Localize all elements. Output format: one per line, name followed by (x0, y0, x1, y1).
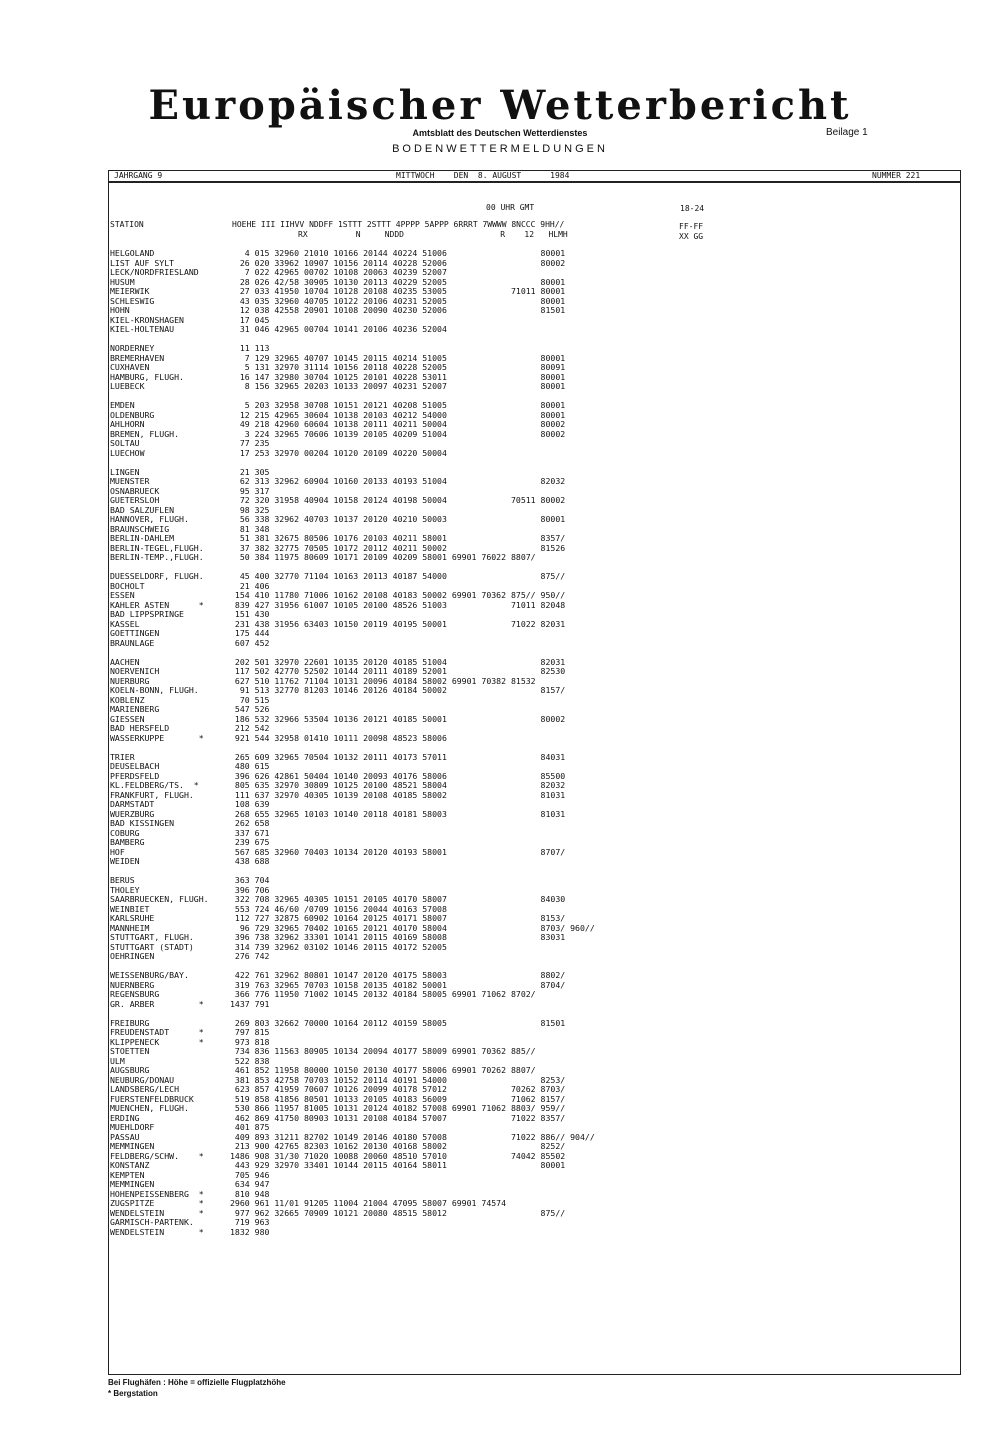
station-name: WUERZBURG (110, 808, 155, 819)
table-row: 112 727 32875 60902 10164 20125 40171 58007 8153/ (230, 913, 566, 923)
table-row: 8 156 32965 20203 10133 20097 40231 52007 80001 (230, 381, 566, 391)
station-name: MUENSTER (110, 476, 150, 486)
table-row: 322 708 32965 40305 10151 20105 40170 58007 84030 (230, 894, 566, 904)
station-name: WENDELSTEIN * (110, 1226, 204, 1237)
station-name: PASSAU (110, 1131, 140, 1142)
table-row: 45 400 32770 71104 10163 20113 40187 54000 875// (230, 571, 566, 581)
station-name: MUENCHEN, FLUGH. (110, 1103, 189, 1113)
station-name: FUERSTENFELDBRUCK (110, 1093, 194, 1104)
station-name: GIESSEN (110, 713, 145, 724)
section-title: BODENWETTERMELDUNGEN (392, 143, 608, 155)
station-name: PFERDSFELD (110, 770, 160, 781)
station-name: BRAUNLAGE (110, 637, 155, 648)
station-name: WEIDEN (110, 856, 140, 866)
table-row (230, 458, 595, 468)
table-row: 111 637 32970 40305 10139 20108 40185 58002 81031 (230, 789, 566, 800)
station-name: HOHN (110, 305, 130, 315)
issue-label: NUMMER 221 (872, 171, 921, 180)
table-row: 401 875 (230, 1122, 270, 1132)
xx-column-header: XX GG (679, 232, 704, 241)
station-name: NORDERNEY (110, 343, 155, 353)
table-row: 5 203 32958 30708 10151 20121 40208 51005 80001 (230, 400, 566, 410)
table-row: 70 515 (230, 694, 270, 705)
table-row: 43 035 32960 40705 10122 20106 40231 52005 80001 (230, 295, 566, 306)
table-row: 461 852 11958 80000 10150 20130 40177 58006 69901 70262 8807/ (230, 1065, 536, 1075)
table-row: 186 532 32966 53504 10136 20121 40185 50001 80002 (230, 713, 566, 724)
table-row: 5 131 32970 31114 10156 20118 40228 52005 80091 (230, 362, 566, 372)
table-row: 522 838 (230, 1055, 270, 1066)
table-row: 977 962 32665 70909 10121 20080 48515 58012 875// (230, 1207, 566, 1218)
table-row: 50 384 11975 80609 10171 20109 40209 58001 69901 76022 8807/ (230, 552, 536, 562)
station-name: LIST AUF SYLT (110, 257, 175, 268)
station-name: HOHENPEISSENBERG * (110, 1188, 204, 1199)
station-name: AHLHORN (110, 419, 145, 429)
table-row: 705 946 (230, 1169, 270, 1180)
time-label: 00 UHR GMT (486, 203, 535, 212)
station-name: NEUBURG/DONAU (110, 1074, 175, 1085)
station-name: ZUGSPITZE * (110, 1198, 204, 1208)
station-name: TRIER (110, 751, 135, 762)
station-name: SOLTAU (110, 438, 140, 448)
station-name: KAHLER ASTEN * (110, 599, 204, 610)
table-row: 337 671 (230, 827, 270, 838)
table-row: 31 046 42965 00704 10141 20106 40236 52004 (230, 324, 447, 334)
table-row: 530 866 11957 81005 10131 20124 40182 57008 69901 71062 8803/ 959// (230, 1103, 566, 1113)
table-row: 567 685 32960 70403 10134 20120 40193 58001 8707/ (230, 846, 566, 857)
table-row: 56 338 32962 40703 10137 20120 40210 50003 80001 (230, 514, 566, 524)
station-name: BOCHOLT (110, 580, 145, 591)
table-row: 3 224 32965 70606 10139 20105 40209 51004 80002 (230, 428, 566, 439)
station-name: WEINBIET (110, 903, 150, 914)
table-row: 91 513 32770 81203 10146 20126 40184 50002 8157/ (230, 685, 566, 695)
station-name: BREMEN, FLUGH. (110, 428, 180, 439)
table-row: 719 963 (230, 1217, 270, 1227)
station-name: KARLSRUHE (110, 913, 155, 923)
table-row: 627 510 11762 71104 10131 20096 40184 58002 69901 70382 81532 (230, 675, 536, 686)
station-name: MANNHEIM (110, 922, 150, 933)
table-row: 37 382 32775 70505 10172 20112 40211 50002 81526 (230, 542, 566, 553)
station-name: BERLIN-TEMP.,FLUGH. (110, 552, 204, 562)
station-name: KASSEL (110, 618, 140, 629)
table-row: 212 542 (230, 723, 270, 733)
table-row: 51 381 32675 80506 10176 20103 40211 58001 8357/ (230, 533, 566, 543)
table-row: 547 526 (230, 704, 270, 714)
table-row: 26 020 33962 10907 10156 20114 40228 52006 80002 (230, 257, 566, 268)
station-name: BERLIN-DAHLEM (110, 533, 175, 543)
station-name: WENDELSTEIN * (110, 1207, 204, 1218)
station-name: OEHRINGEN (110, 951, 155, 961)
table-row: 213 900 42765 82303 10162 20130 40168 58002 8252/ (230, 1141, 566, 1151)
station-name: LECK/NORDFRIESLAND (110, 267, 199, 277)
table-row: 462 869 41750 80903 10131 20108 40184 57007 71022 8357/ (230, 1112, 566, 1123)
station-column-header: STATION (110, 220, 144, 229)
station-name: HELGOLAND (110, 248, 155, 258)
station-name: STOETTEN (110, 1046, 150, 1056)
station-name: OLDENBURG (110, 409, 155, 420)
table-row: 21 406 (230, 580, 270, 591)
station-name: LUECHOW (110, 447, 145, 458)
table-row (230, 335, 595, 345)
station-name: NUERNBERG (110, 979, 155, 990)
station-name: GOETTINGEN (110, 628, 160, 638)
table-row: 409 893 31211 82702 10149 20146 40180 57008 71022 886// 904// (230, 1131, 595, 1142)
table-row: 319 763 32965 70703 10158 20135 40182 50001 8704/ (230, 979, 566, 990)
station-name: KONSTANZ (110, 1160, 150, 1170)
station-name: BERUS (110, 875, 135, 885)
period-label: 18-24 (680, 204, 705, 213)
table-row: 1486 908 31/30 71020 10088 20060 48510 57010 74042 85502 (230, 1150, 566, 1161)
station-name: BAD KISSINGEN (110, 818, 175, 828)
station-name: AUGSBURG (110, 1065, 150, 1075)
table-row: 634 947 (230, 1179, 270, 1189)
station-name: LUEBECK (110, 381, 145, 391)
footnote-mountain: * Bergstation (108, 1389, 158, 1398)
table-row: 98 325 (230, 504, 270, 515)
table-row: 607 452 (230, 637, 270, 648)
station-name: MEMMINGEN (110, 1179, 155, 1189)
station-name: KEMPTEN (110, 1169, 145, 1180)
table-row: 28 026 42/58 30905 10130 20113 40229 52005 80001 (230, 276, 566, 287)
station-name: ESSEN (110, 590, 135, 600)
station-name: KLIPPENECK * (110, 1036, 204, 1047)
table-row: 12 038 42558 20901 10108 20090 40230 52006 81501 (230, 305, 566, 315)
table-row: 231 438 31956 63403 10150 20119 40195 50001 71022 82031 (230, 618, 566, 629)
station-name: BREMERHAVEN (110, 352, 165, 363)
table-row: 314 739 32962 03102 10146 20115 40172 52005 (230, 941, 447, 952)
station-name: HUSUM (110, 276, 135, 287)
station-name: SCHLESWIG (110, 295, 155, 306)
station-name: WEISSENBURG/BAY. (110, 970, 189, 980)
station-name: HAMBURG, FLUGH. (110, 371, 184, 382)
station-name: DARMSTADT (110, 799, 155, 809)
table-row: 49 218 42960 60604 10138 20111 40211 50004 80002 (230, 419, 566, 429)
date-label: MITTWOCH DEN 8. AUGUST 1984 (396, 171, 570, 180)
table-row: 7 022 42965 00702 10108 20063 40239 52007 (230, 267, 447, 277)
station-name: KOELN-BONN, FLUGH. (110, 685, 199, 695)
table-row: 202 501 32970 22601 10135 20120 40185 51004 82031 (230, 656, 566, 667)
table-row: 175 444 (230, 628, 270, 638)
table-row: 443 929 32970 33401 10144 20115 40164 58011 80001 (230, 1160, 566, 1170)
station-name: FELDBERG/SCHW. * (110, 1150, 204, 1161)
table-row: 2960 961 11/01 91205 11004 21004 47095 58007 69901 74574 (230, 1198, 507, 1208)
station-name: OSNABRUECK (110, 485, 160, 496)
table-row: 480 615 (230, 761, 270, 771)
table-row: 239 675 (230, 837, 270, 847)
table-row: 396 738 32962 33301 10141 20115 40169 58008 83031 (230, 932, 566, 942)
station-name: AACHEN (110, 656, 140, 667)
table-row: 151 430 (230, 609, 270, 619)
table-row: 268 655 32965 10103 10140 20118 40181 58003 81031 (230, 808, 566, 819)
station-name: LINGEN (110, 466, 140, 477)
table-row: 553 724 46/60 /0709 10156 20044 40163 57008 (230, 903, 447, 914)
table-row: 21 305 (230, 466, 270, 477)
table-row: 7 129 32965 40707 10145 20115 40214 51005 80001 (230, 352, 566, 363)
station-name: ERDING (110, 1112, 140, 1123)
station-name: KL.FELDBERG/TS. * (110, 780, 199, 790)
station-name: BERLIN-TEGEL,FLUGH. (110, 542, 204, 553)
footnote-airports: Bei Flughäfen : Höhe = offizielle Flugplatzhöhe (108, 1378, 286, 1387)
table-row: 810 948 (230, 1188, 270, 1199)
table-row: 381 853 42758 70703 10152 20114 40191 54000 8253/ (230, 1074, 566, 1085)
ff-column-header: FF-FF (679, 222, 704, 231)
table-row: 16 147 32980 30704 10125 20101 40228 53011 80001 (230, 371, 566, 382)
header-rule (108, 181, 961, 183)
station-name: THOLEY (110, 884, 140, 895)
station-name: KOBLENZ (110, 694, 145, 705)
table-row: 973 818 (230, 1036, 270, 1047)
table-row: 96 729 32965 70402 10165 20121 40170 58004 8703/ 960// (230, 922, 595, 933)
station-name: WASSERKUPPE * (110, 732, 204, 743)
table-row: 17 253 32970 00204 10120 20109 40220 50004 (230, 447, 447, 458)
station-name: STUTTGART, FLUGH. (110, 932, 194, 942)
station-name: BAMBERG (110, 837, 145, 847)
table-row: 366 776 11950 71002 10145 20132 40184 58005 69901 71062 8702/ (230, 989, 536, 999)
station-name: BRAUNSCHWEIG (110, 523, 170, 534)
table-row: 276 742 (230, 951, 270, 961)
station-name: HOF (110, 846, 125, 857)
table-row: 117 502 42770 52502 10144 20111 40189 52001 82530 (230, 666, 566, 676)
station-name: SAARBRUECKEN, FLUGH. (110, 894, 209, 904)
page-title: Europäischer Wetterbericht (148, 82, 852, 129)
station-name: STUTTGART (STADT) (110, 941, 194, 952)
table-row: 108 639 (230, 799, 270, 809)
station-name: LANDSBERG/LECH (110, 1084, 180, 1094)
station-list (110, 249, 209, 1237)
table-row: 269 803 32662 70000 10164 20112 40159 58005 81501 (230, 1017, 566, 1028)
station-name: FRANKFURT, FLUGH. (110, 789, 194, 800)
station-name: FREUDENSTADT * (110, 1027, 204, 1037)
table-row: 363 704 (230, 875, 270, 885)
table-row: 422 761 32962 80801 10147 20120 40175 58003 8802/ (230, 970, 566, 980)
table-row: 62 313 32962 60904 10160 20133 40193 51004 82032 (230, 476, 566, 486)
station-name: FREIBURG (110, 1017, 150, 1028)
table-row: 805 635 32970 30809 10125 20100 48521 58004 82032 (230, 780, 566, 790)
station-name: BAD LIPPSPRINGE (110, 609, 184, 619)
station-name: GUETERSLOH (110, 495, 160, 505)
table-row: 396 706 (230, 884, 270, 895)
table-row: 839 427 31956 61007 10105 20100 48526 51003 71011 82048 (230, 599, 566, 610)
station-name: ULM (110, 1055, 125, 1066)
station-name: DUESSELDORF, FLUGH. (110, 571, 204, 581)
table-row: 1832 980 (230, 1226, 270, 1237)
station-name: COBURG (110, 827, 140, 838)
table-row: 265 609 32965 70504 10132 20111 40173 57011 84031 (230, 751, 566, 762)
table-row: 262 658 (230, 818, 270, 828)
station-name: GR. ARBER * (110, 998, 204, 1009)
table-row: 797 815 (230, 1027, 270, 1037)
table-row (230, 867, 595, 877)
station-name: REGENSBURG (110, 989, 160, 999)
station-name: NUERBURG (110, 675, 150, 686)
station-name: HANNOVER, FLUGH. (110, 514, 189, 524)
station-name: KIEL-KRONSHAGEN (110, 314, 184, 325)
table-row: 11 113 (230, 343, 270, 353)
supplement-label: Beilage 1 (826, 127, 868, 138)
table-row: 1437 791 (230, 998, 270, 1009)
table-row: 396 626 42861 50404 10140 20093 40176 58006 85500 (230, 770, 566, 781)
table-row: 17 045 (230, 314, 270, 325)
station-name: GARMISCH-PARTENK. (110, 1217, 194, 1227)
station-name: MEIERWIK (110, 286, 150, 296)
column-subheaders: RX N NDDD R 12 HLMH (298, 230, 568, 239)
table-row: 4 015 32960 21010 10166 20144 40224 51006 80001 (230, 248, 566, 258)
station-name: MUEHLDORF (110, 1122, 155, 1132)
table-row: 77 235 (230, 438, 270, 448)
volume-label: JAHRGANG 9 (114, 171, 163, 180)
value-list (230, 249, 595, 1237)
table-row: 27 033 41950 10704 10128 20108 40235 53005 71011 80001 (230, 286, 566, 296)
table-row: 154 410 11780 71006 10162 20108 40183 50002 69901 70362 875// 950// (230, 590, 566, 600)
station-name: KIEL-HOLTENAU (110, 324, 175, 334)
table-row: 921 544 32958 01410 10111 20098 48523 58006 (230, 732, 447, 743)
table-row: 81 348 (230, 523, 270, 534)
table-row: 734 836 11563 80905 10134 20094 40177 58009 69901 70362 885// (230, 1046, 536, 1056)
table-row: 623 857 41959 70607 10126 20099 40178 57012 70262 8703/ (230, 1084, 566, 1094)
table-row: 519 858 41856 80501 10133 20105 40183 56009 71062 8157/ (230, 1093, 566, 1104)
station-name: CUXHAVEN (110, 362, 150, 372)
station-name: DEUSELBACH (110, 761, 160, 771)
station-name: MARIENBERG (110, 704, 160, 714)
station-name: BAD HERSFELD (110, 723, 170, 733)
station-name: NOERVENICH (110, 666, 160, 676)
table-row: 95 317 (230, 485, 270, 496)
station-name: MEMMINGEN (110, 1141, 155, 1151)
table-row: 438 688 (230, 856, 270, 866)
subtitle: Amtsblatt des Deutschen Wetterdienstes (412, 128, 588, 138)
table-row: 72 320 31958 40904 10158 20124 40198 50004 70511 80002 (230, 495, 566, 505)
station-name: BAD SALZUFLEN (110, 504, 175, 515)
column-headers: HOEHE III IIHVV NDDFF 1STTT 2STTT 4PPPP 5APPP 6RRRT 7WWWW 8NCCC 9HH// (232, 220, 565, 229)
table-row: 12 215 42965 30604 10138 20103 40212 54000 80001 (230, 409, 566, 420)
station-name: EMDEN (110, 400, 135, 410)
